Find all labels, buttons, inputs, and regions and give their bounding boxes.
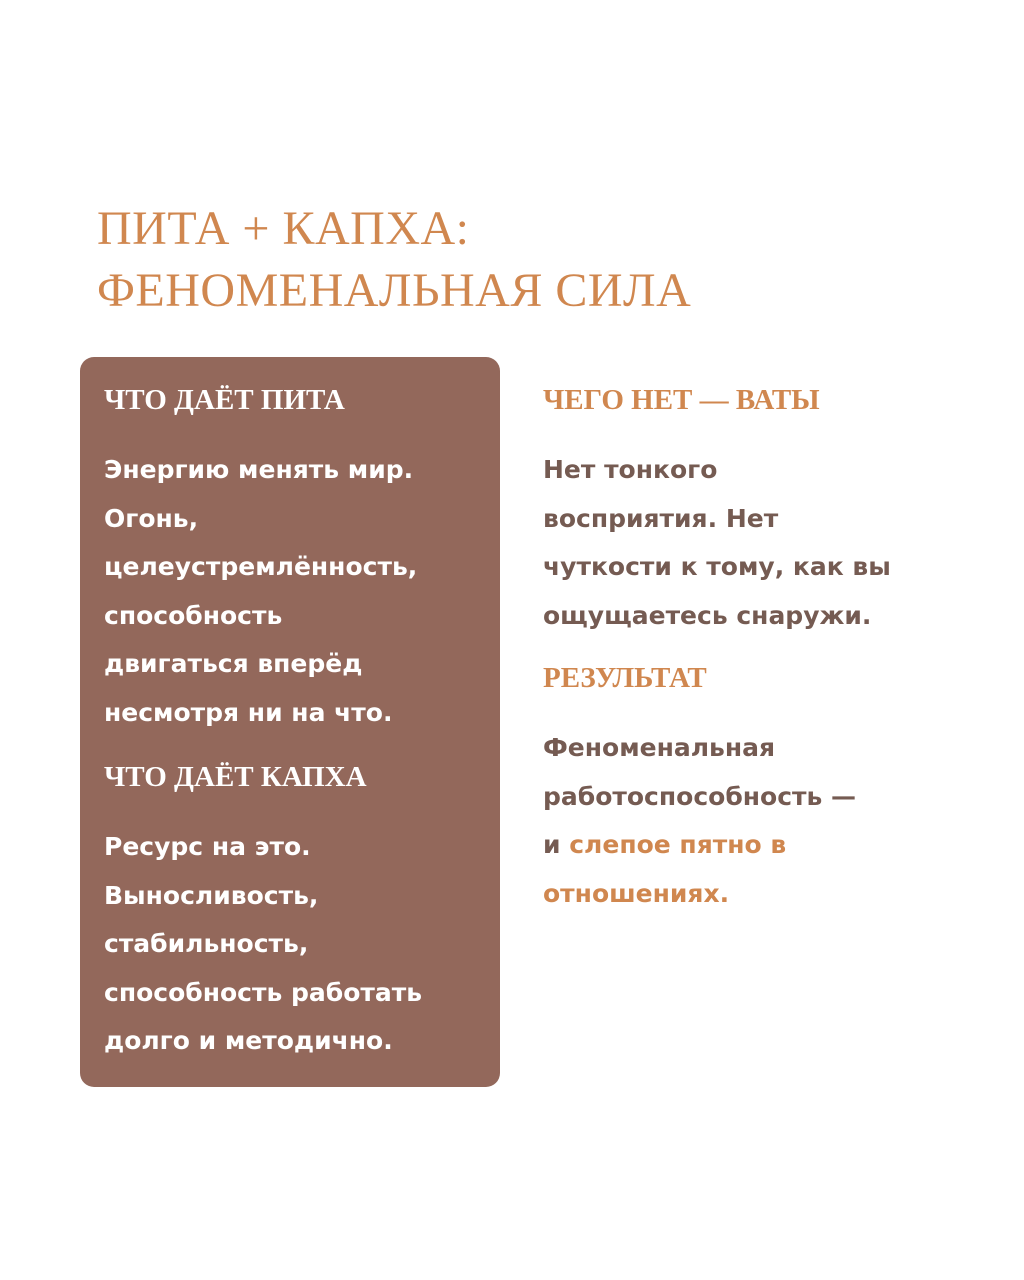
pitta-kapha-card — [80, 357, 500, 1087]
kapha-text-line: Выносливость, — [104, 880, 319, 910]
vata-heading: ЧЕГО НЕТ — ВАТЫ — [543, 384, 820, 416]
page-title-line-2: ФЕНОМЕНАЛЬНАЯ СИЛА — [97, 264, 692, 317]
kapha-text-line: способность работать — [104, 977, 423, 1007]
pitta-text-line: двигаться вперёд — [104, 649, 363, 678]
pitta-text-line: Огонь, — [104, 503, 199, 533]
result-highlight: слепое пятно в — [569, 830, 787, 859]
result-text-line: Феноменальная — [543, 733, 776, 762]
kapha-text-line: Ресурс на это. — [104, 832, 311, 861]
vata-text — [543, 446, 983, 640]
page-title-line-1: ПИТА + КАПХА: — [97, 202, 470, 255]
pitta-text-line: целеустремлённость, — [104, 552, 418, 581]
kapha-text-line: долго и методично. — [104, 1026, 393, 1055]
vata-text-line: восприятия. Нет — [543, 503, 779, 533]
pitta-text — [104, 446, 476, 737]
result-text-line: работоспособность — — [543, 781, 857, 811]
result-text — [543, 724, 983, 918]
result-text-prefix: и — [543, 830, 570, 859]
pitta-heading: ЧТО ДАЁТ ПИТА — [104, 384, 345, 416]
pitta-text-line: Энергию менять мир. — [104, 455, 414, 484]
page-title — [97, 198, 691, 322]
kapha-text — [104, 823, 476, 1066]
kapha-heading: ЧТО ДАЁТ КАПХА — [104, 761, 367, 793]
kapha-text-line: стабильность, — [104, 929, 309, 958]
vata-text-line: ощущаетесь снаружи. — [543, 600, 872, 630]
pitta-text-line: несмотря ни на что. — [104, 697, 393, 727]
right-column — [543, 383, 983, 918]
vata-text-line: Нет тонкого — [543, 455, 718, 484]
pitta-text-line: способность — [104, 600, 283, 630]
result-text-line — [543, 821, 983, 870]
vata-text-line: чуткости к тому, как вы — [543, 552, 891, 581]
result-highlight: отношениях. — [543, 878, 730, 908]
result-heading: РЕЗУЛЬТАТ — [543, 662, 707, 694]
